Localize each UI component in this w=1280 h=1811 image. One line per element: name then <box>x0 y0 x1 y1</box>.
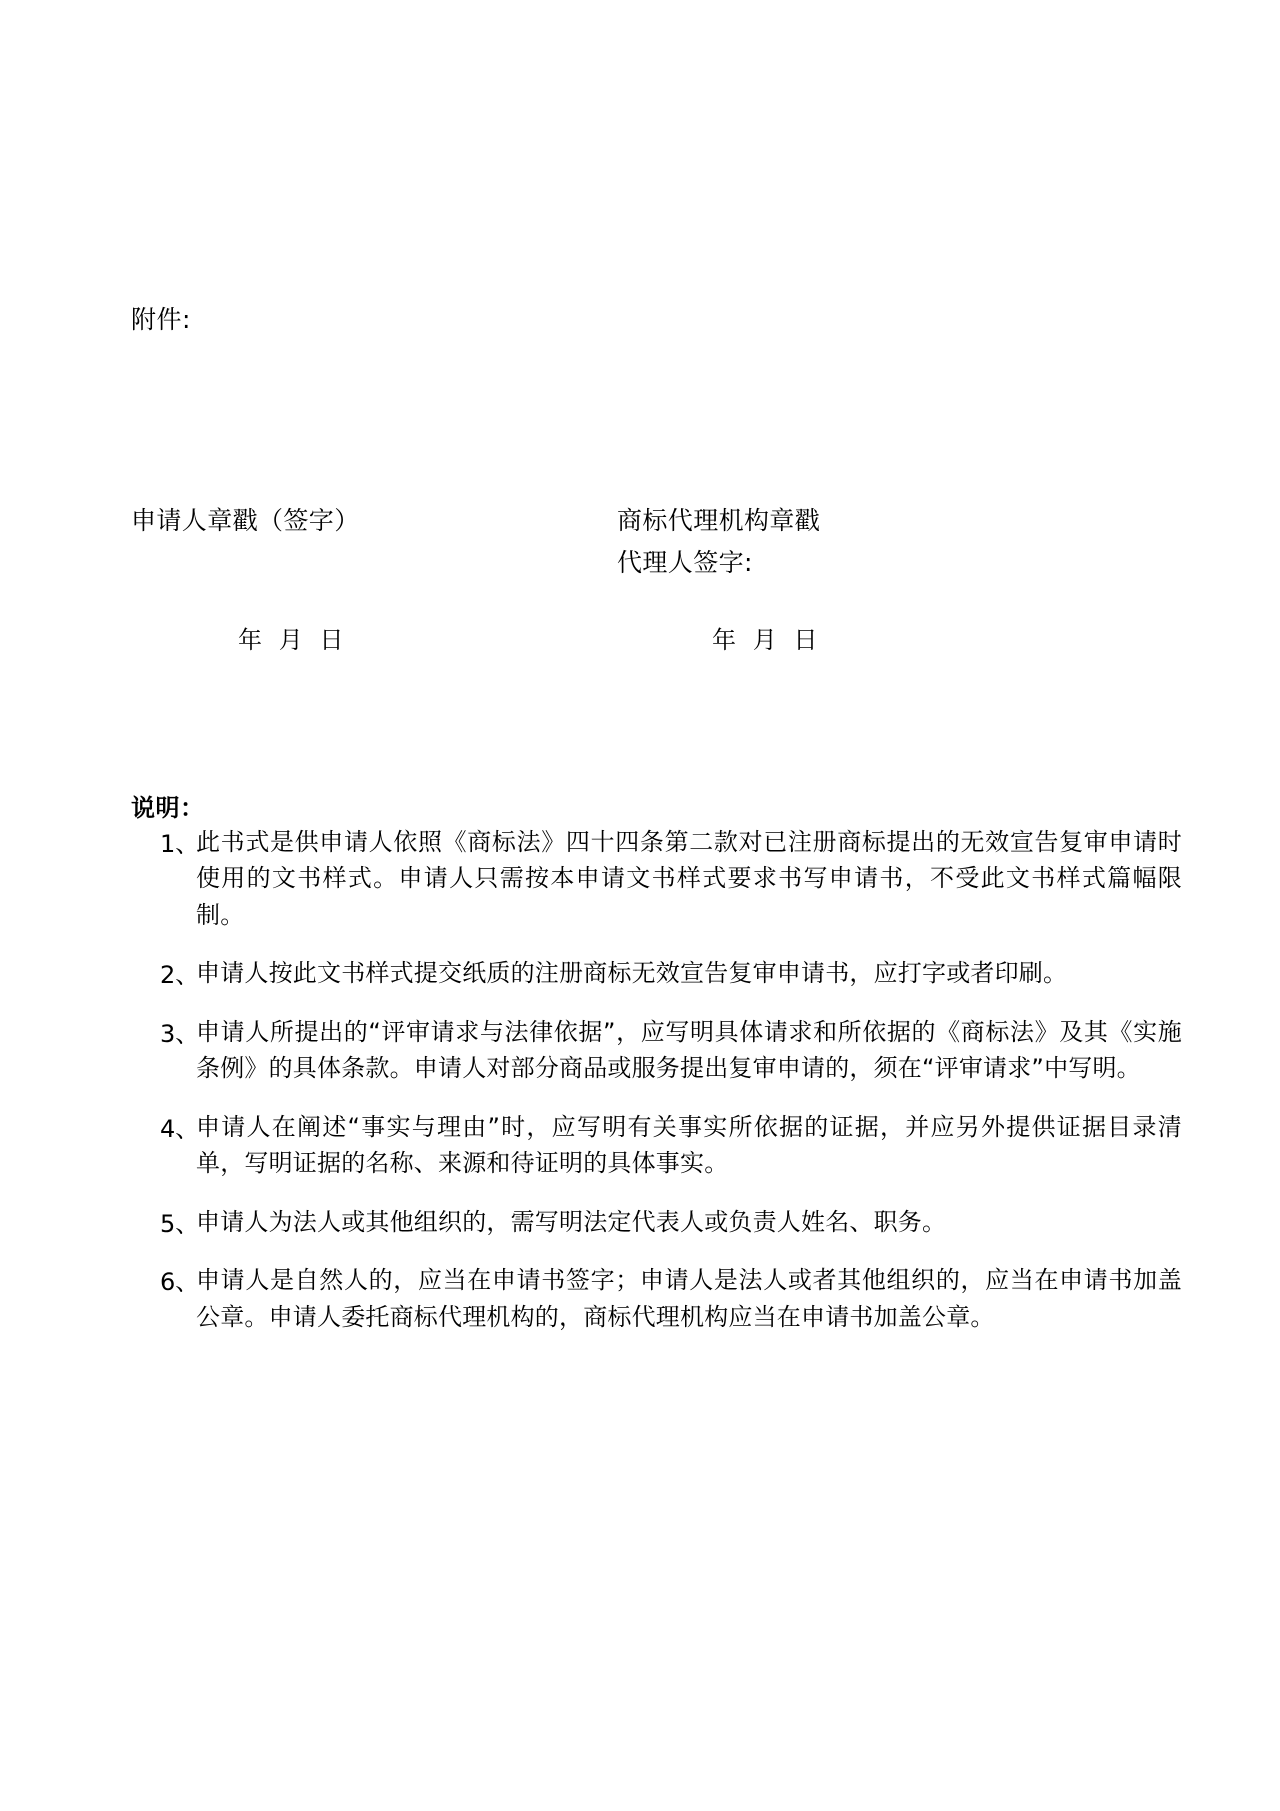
note-item <box>0 1109 1280 1182</box>
note-text <box>196 1262 1182 1335</box>
note-item <box>0 824 1280 933</box>
agency-signature-column <box>617 500 1137 584</box>
note-paragraph: 申请人是自然人的，应当在申请书签字；申请人是法人或者其他组织的，应当在申请书加盖公章。申请人委托商标代理机构的，商标代理机构应当在申请书加盖公章。 <box>196 1266 1182 1331</box>
attachment-label: 附件: <box>131 305 191 334</box>
note-text <box>196 824 1182 933</box>
agency-seal-label: 商标代理机构章戳 <box>617 506 821 535</box>
notes-heading: 说明： <box>131 794 205 822</box>
date-row <box>0 620 1280 670</box>
note-text <box>196 955 1182 991</box>
note-item <box>0 955 1280 991</box>
agent-signature-label: 代理人签字: <box>617 548 753 577</box>
applicant-date-field <box>238 620 344 655</box>
applicant-signature-column <box>131 500 591 542</box>
note-number: 1、 <box>160 830 200 858</box>
agency-date-field <box>712 620 818 655</box>
note-text <box>196 1014 1182 1087</box>
note-number: 2、 <box>160 961 200 990</box>
note-item <box>0 1014 1280 1087</box>
note-number: 6、 <box>160 1268 200 1297</box>
applicant-seal-label: 申请人章戳（签字） <box>131 506 360 535</box>
note-paragraph: 申请人所提出的“评审请求与法律依据”，应写明具体请求和所依据的《商标法》及其《实施条例》的具体条款。申请人对部分商品或服务提出复审申请的，须在“评审请求”中写明。 <box>196 1017 1182 1083</box>
applicant-date-label: 年 月 日 <box>238 626 345 654</box>
note-text <box>196 1109 1182 1182</box>
note-item <box>0 1262 1280 1335</box>
note-number: 5、 <box>160 1209 200 1238</box>
note-item <box>0 1204 1280 1240</box>
note-paragraph: 申请人为法人或其他组织的，需写明法定代表人或负责人姓名、职务。 <box>196 1207 947 1236</box>
note-paragraph: 申请人在阐述“事实与理由”时，应写明有关事实所依据的证据，并应另外提供证据目录清单，写明证据的名称、来源和待证明的具体事实。 <box>196 1112 1182 1178</box>
note-paragraph: 申请人按此文书样式提交纸质的注册商标无效宣告复审申请书，应打字或者印刷。 <box>196 959 1068 988</box>
notes-list <box>0 824 1280 1357</box>
note-paragraph: 此书式是供申请人依照《商标法》四十四条第二款对已注册商标提出的无效宣告复审申请时使用的文书样式。申请人只需按本申请文书样式要求书写申请书，不受此文书样式篇幅限制。 <box>196 828 1182 929</box>
note-text <box>196 1204 1182 1240</box>
agency-date-label: 年 月 日 <box>712 626 819 654</box>
note-number: 4、 <box>160 1114 200 1143</box>
note-number: 3、 <box>160 1019 200 1048</box>
